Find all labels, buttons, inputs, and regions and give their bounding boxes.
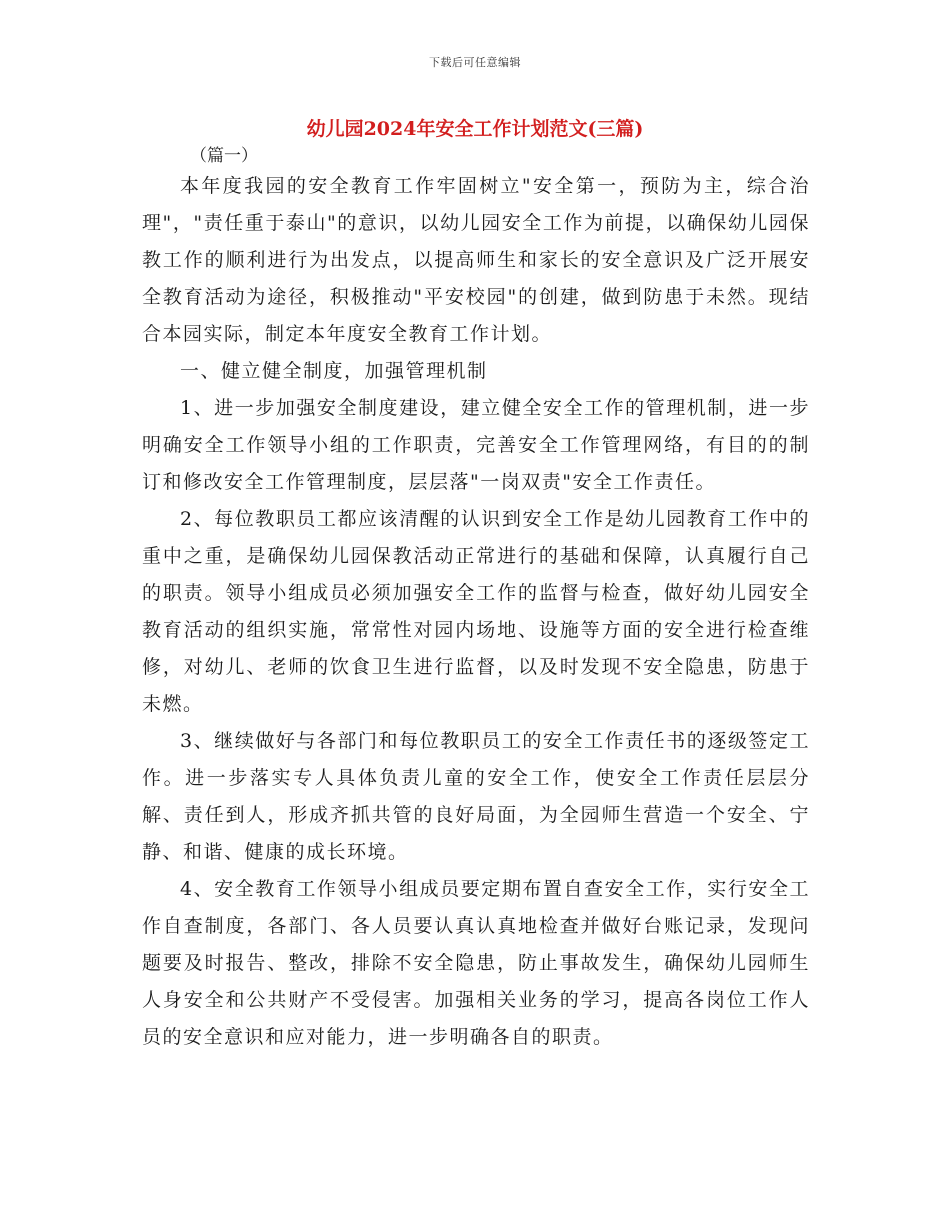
paragraph-item-3: 3、继续做好与各部门和每位教职员工的安全工作责任书的逐级签定工作。进一步落实专人具体负责儿童的安全工作，使安全工作责任层层分解、责任到人，形成齐抓共管的良好局面，为全园师生营造一个安全、宁静、和谐、健康的成长环境。 [142, 730, 810, 863]
document-body [142, 168, 810, 1056]
paragraph-item-4: 4、安全教育工作领导小组成员要定期布置自查安全工作，实行安全工作自查制度，各部门、各人员要认真认真地检查并做好台账记录，发现问题要及时报告、整改，排除不安全隐患，防止事故发生，确保幼儿园师生人身安全和公共财产不受侵害。加强相关业务的学习，提高各岗位工作人员的安全意识和应对能力，进一步明确各自的职责。 [142, 878, 810, 1048]
paragraph-intro: 本年度我园的安全教育工作牢固树立"安全第一，预防为主，综合治理"，"责任重于泰山"的意识，以幼儿园安全工作为前提，以确保幼儿园保教工作的顺利进行为出发点，以提高师生和家长的安全意识及广泛开展安全教育活动为途径，积极推动"平安校园"的创建，做到防患于未然。现结合本园实际，制定本年度安全教育工作计划。 [142, 175, 810, 345]
section-label: （篇一） [190, 146, 258, 166]
document-title: 幼儿园2024年安全工作计划范文(三篇) [306, 118, 644, 140]
page-header-note: 下载后可任意编辑 [429, 56, 521, 69]
paragraph-heading-1: 一、健立健全制度，加强管理机制 [180, 360, 488, 382]
paragraph-item-1: 1、进一步加强安全制度建设，建立健全安全工作的管理机制，进一步明确安全工作领导小组的工作职责，完善安全工作管理网络，有目的的制订和修改安全工作管理制度，层层落"一岗双责"安全工作责任。 [142, 397, 810, 493]
paragraph-item-2: 2、每位教职员工都应该清醒的认识到安全工作是幼儿园教育工作中的重中之重，是确保幼儿园保教活动正常进行的基础和保障，认真履行自己的职责。领导小组成员必须加强安全工作的监督与检查，做好幼儿园安全教育活动的组织实施，常常性对园内场地、设施等方面的安全进行检查维修，对幼儿、老师的饮食卫生进行监督，以及时发现不安全隐患，防患于未燃。 [142, 508, 810, 715]
